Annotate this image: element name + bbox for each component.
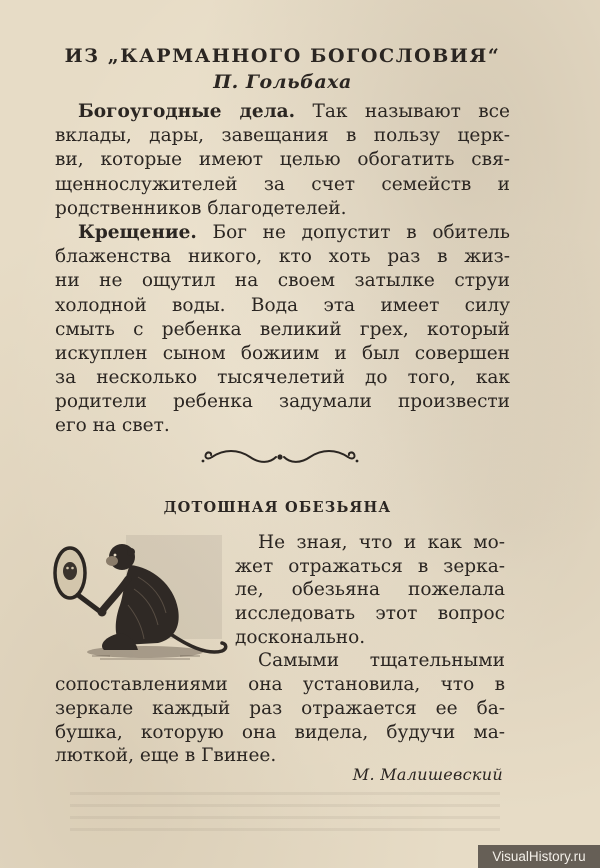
article-author: П. Гольбаха — [213, 71, 352, 93]
watermark: VisualHistory.ru — [478, 845, 600, 868]
paragraph-line: ви, которые имеют целью обогатить свя- — [55, 149, 510, 171]
paragraph-line: за несколько тысячелетий до того, как — [55, 367, 510, 389]
paragraph-line: Самыми тщательными — [258, 650, 505, 672]
paragraph-line: ни не ощутил на своем затылке струи — [55, 270, 510, 292]
paragraph-line: сопоставлениями она установила, что в — [55, 674, 505, 696]
author-signature: М. Малишевский — [352, 765, 503, 784]
bleed-through-shadow — [70, 792, 500, 832]
section-title: ДОТОШНАЯ ОБЕЗЬЯНА — [163, 499, 392, 516]
paragraph-term: Богоугодные дела. — [78, 101, 296, 122]
paragraph-line: родственников благодетелей. — [55, 197, 347, 219]
paragraph-line: блаженства никого, кто хоть раз в жиз- — [55, 246, 510, 268]
section-body — [55, 531, 505, 768]
paragraph-line: Не зная, что и как мо- — [258, 532, 505, 553]
paragraph-term: Крещение. — [78, 221, 197, 243]
paragraph-line: зеркале каждый раз отражается ее ба- — [55, 697, 505, 719]
scroll-ornament-icon — [200, 446, 360, 468]
paragraph-first-line — [55, 221, 510, 245]
line-text: Так называют все — [312, 101, 510, 122]
paragraph-line: бушка, которую она видела, будучи ма- — [55, 721, 505, 743]
paragraph-line: холодной воды. Вода эта имеет силу — [55, 294, 510, 316]
paragraph-line: люткой, еще в Гвинее. — [55, 745, 277, 767]
paragraph-line: исследовать этот вопрос — [235, 603, 505, 625]
paragraph-line: вклады, дары, завещания в пользу церк- — [55, 125, 510, 147]
paragraph-line: жет отражаться в зерка- — [235, 555, 505, 577]
paragraph-first-line — [55, 100, 510, 124]
paragraph-line: досконально. — [235, 626, 366, 648]
paragraph-line: его на свет. — [55, 415, 170, 437]
paragraph-line: ле, обезьяна пожелала — [235, 579, 505, 601]
paragraph-line: родители ребенка задумали произвести — [55, 391, 510, 413]
article-body — [55, 100, 510, 439]
paragraph-line: щеннослужителей за счет семейств и — [55, 173, 510, 195]
article-title: ИЗ „КАРМАННОГО БОГОСЛОВИЯ“ — [64, 45, 501, 67]
paragraph-line: смыть с ребенка великий грех, который — [55, 318, 510, 340]
line-text: Бог не допустит в обитель — [212, 221, 510, 243]
paragraph-line: искуплен сыном божиим и был совершен — [55, 342, 510, 364]
